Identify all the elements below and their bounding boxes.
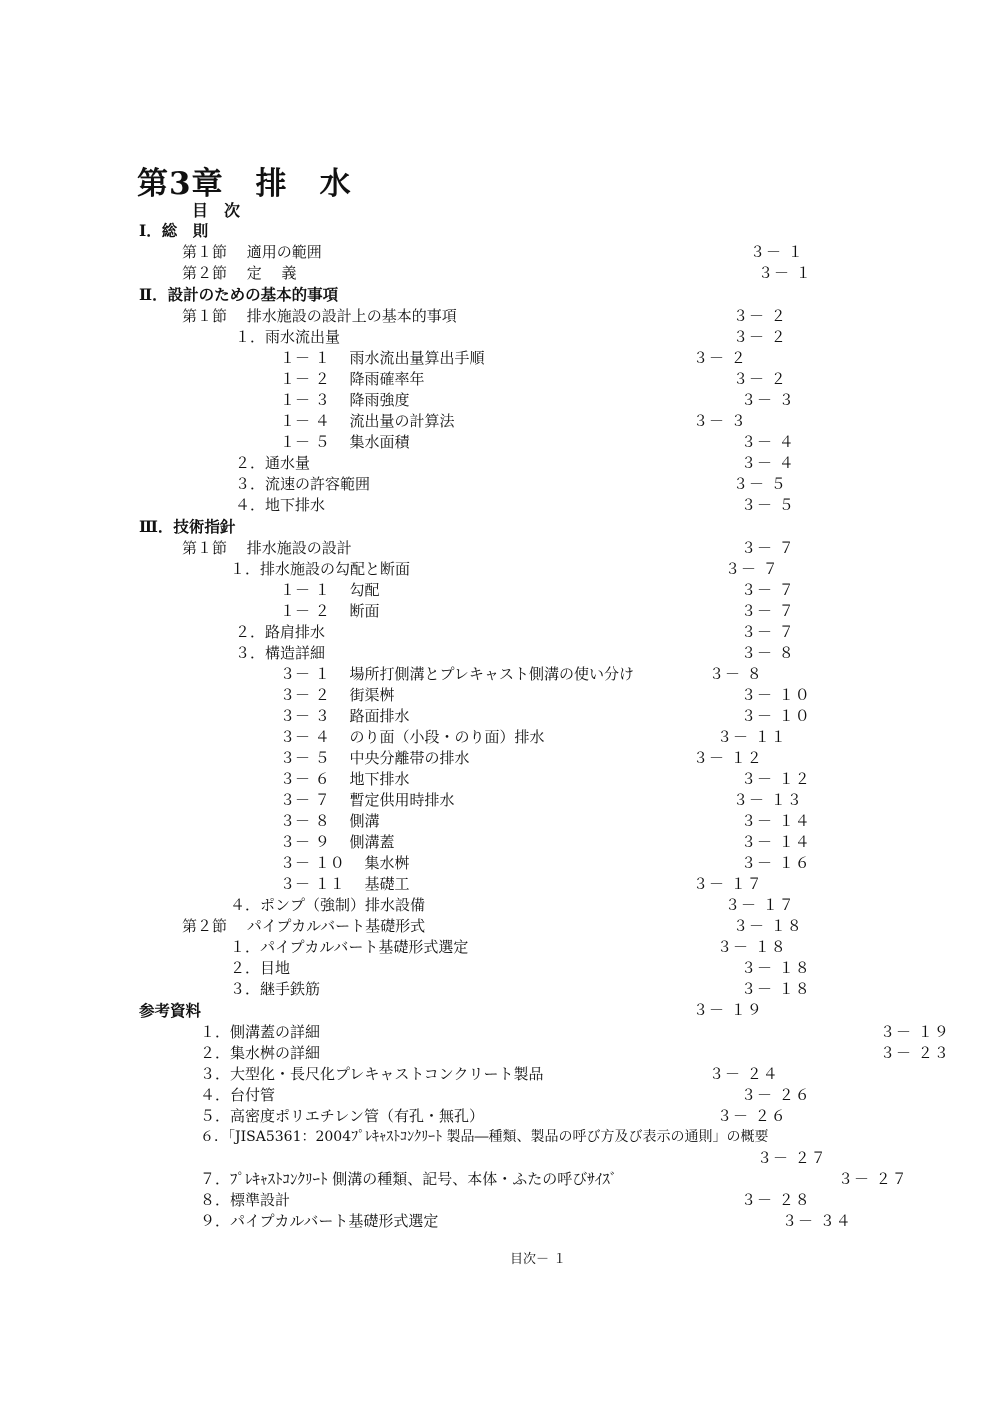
toc-entry-page: ３－ ４ — [741, 454, 795, 472]
toc-entry-label: ３－ １ 場所打側溝とプレキャスト側溝の使い分け — [280, 665, 634, 683]
toc-entry-label: １．雨水流出量 — [235, 328, 341, 346]
toc-entry-label: Ⅱ．設計のための基本的事項 — [139, 285, 339, 304]
toc-entry-label: ５．高密度ポリエチレン管（有孔・無孔） — [200, 1107, 485, 1125]
toc-entry-page: ３－ １８ — [741, 959, 811, 977]
toc-entry — [0, 1190, 992, 1211]
toc-entry-label: １－ ２ 断面 — [280, 602, 380, 620]
toc-entry-label: ２．目地 — [230, 959, 291, 977]
toc-entry — [0, 369, 992, 390]
toc-entry-label: ４．地下排水 — [235, 496, 326, 514]
toc-entry — [0, 453, 992, 474]
toc-entry-page: ３－ １２ — [741, 770, 811, 788]
toc-entry-label: １－ ３ 降雨強度 — [280, 391, 410, 409]
toc-entry-label: 参考資料 — [139, 1001, 202, 1020]
toc-entry — [0, 832, 992, 853]
chapter-title: 第3章 排 水 — [137, 166, 352, 202]
toc-entry-page: ３－ １９ — [693, 1001, 763, 1019]
toc-entry — [0, 580, 992, 601]
toc-entry-page: ３－ ４ — [741, 433, 795, 451]
toc-entry — [0, 811, 992, 832]
toc-entry — [0, 1064, 992, 1085]
toc-entry-label: ３－ ９ 側溝蓋 — [280, 833, 395, 851]
toc-entry-page: ３－ ７ — [741, 602, 795, 620]
toc-entry-page: ３－ ２６ — [717, 1107, 787, 1125]
toc-entry-page: ３－ ２７ — [757, 1149, 827, 1167]
toc-entry-page: ３－ １７ — [693, 875, 763, 893]
toc-entry-page: ３－ １８ — [717, 938, 787, 956]
toc-entry-label: ３－ ８ 側溝 — [280, 812, 380, 830]
toc-entry-page: ３－ ２ — [693, 349, 747, 367]
toc-entry — [0, 958, 992, 979]
toc-entry-label: １．排水施設の勾配と断面 — [230, 560, 411, 578]
toc-entry-page: ３－ ２３ — [880, 1044, 950, 1062]
toc-entry-label: １．パイプカルバート基礎形式選定 — [230, 938, 469, 956]
toc-entry-page: ３－ １０ — [741, 686, 811, 704]
toc-entry-label: Ⅰ．総 則 — [139, 221, 209, 240]
toc-entry — [0, 1127, 992, 1148]
toc-entry-page: ３－ １６ — [741, 854, 811, 872]
toc-entry-page: ３－ １２ — [693, 749, 763, 767]
toc-entry-page: ３－ １４ — [741, 812, 811, 830]
toc-entry-page: ３－ ３ — [741, 391, 795, 409]
toc-entry — [0, 937, 992, 958]
toc-entry — [0, 538, 992, 559]
toc-entry-page: ３－ １７ — [725, 896, 795, 914]
toc-entry — [0, 1043, 992, 1064]
toc-entry-label: ４．台付管 — [200, 1086, 276, 1104]
toc-entry-page: ３－ １８ — [733, 917, 803, 935]
toc-entry-page: ３－ ２ — [733, 307, 787, 325]
toc-entry-page: ３－ １３ — [733, 791, 803, 809]
toc-entry — [0, 727, 992, 748]
toc-entry — [0, 1148, 992, 1169]
toc-entry-page: ３－ ７ — [725, 560, 779, 578]
toc-entry — [0, 495, 992, 516]
toc-entry — [0, 474, 992, 495]
toc-entry-page: ３－ ７ — [741, 539, 795, 557]
toc-entry-page: ３－ ７ — [741, 623, 795, 641]
toc-entry — [0, 1169, 992, 1190]
toc-entry-label: ６．「JISA5361：2004ﾌﾟﾚｷｬｽﾄｺﾝｸﾘｰﾄ 製品―種類、製品の呼び方及び表示の通則」の概要 — [200, 1129, 769, 1145]
toc-entry-page: ３－ ８ — [741, 644, 795, 662]
toc-entry-label: 第１節 排水施設の設計 — [182, 539, 352, 557]
toc-entry-label: ３－ ４ のり面（小段・のり面）排水 — [280, 728, 545, 746]
toc-heading: 目 次 — [192, 201, 241, 220]
toc-entry — [0, 516, 992, 537]
toc-entry-label: ３．流速の許容範囲 — [235, 475, 371, 493]
toc-entry-label: ９．パイプカルバート基礎形式選定 — [200, 1212, 439, 1230]
toc-entry-page: ３－ １０ — [741, 707, 811, 725]
toc-entry-page: ３－ １４ — [741, 833, 811, 851]
toc-entry — [0, 916, 992, 937]
toc-entry-page: ３－ ２４ — [709, 1065, 779, 1083]
toc-entry — [0, 664, 992, 685]
toc-entry — [0, 284, 992, 305]
toc-entry — [0, 220, 992, 241]
toc-entry-label: ３－ ３ 路面排水 — [280, 707, 410, 725]
toc-entry — [0, 1211, 992, 1232]
toc-entry — [0, 1000, 992, 1021]
toc-entry-page: ３－ ３ — [693, 412, 747, 430]
toc-entry — [0, 748, 992, 769]
toc-entry-label: ３－ ５ 中央分離帯の排水 — [280, 749, 470, 767]
toc-entry — [0, 1022, 992, 1043]
toc-entry-label: ３．大型化・長尺化プレキャストコンクリート製品 — [200, 1065, 544, 1083]
toc-entry — [0, 769, 992, 790]
toc-entry-label: 第１節 排水施設の設計上の基本的事項 — [182, 307, 457, 325]
toc-entry — [0, 874, 992, 895]
toc-entry-page: ３－ ３４ — [782, 1212, 852, 1230]
toc-entry — [0, 432, 992, 453]
toc-entry-label: ２．通水量 — [235, 454, 311, 472]
toc-entry-label: ３－ ６ 地下排水 — [280, 770, 410, 788]
toc-entry-label: １－ ２ 降雨確率年 — [280, 370, 425, 388]
page-footer: 目次－ １ — [510, 1252, 567, 1267]
toc-entry — [0, 390, 992, 411]
toc-entry-page: ３－ ５ — [733, 475, 787, 493]
toc-entry-label: ３．継手鉄筋 — [230, 980, 321, 998]
toc-entry-page: ３－ １１ — [717, 728, 787, 746]
toc-entry — [0, 327, 992, 348]
toc-entry-label: 第２節 定 義 — [182, 264, 297, 282]
toc-entry-label: １－ １ 雨水流出量算出手順 — [280, 349, 485, 367]
toc-entry-page: ３－ ２８ — [741, 1191, 811, 1209]
toc-entry — [0, 306, 992, 327]
toc-entry — [0, 559, 992, 580]
toc-entry-label: ３－ ７ 暫定供用時排水 — [280, 791, 455, 809]
toc-entry-label: ３－ ２ 街渠桝 — [280, 686, 395, 704]
toc-entry — [0, 979, 992, 1000]
toc-entry-label: ４．ポンプ（強制）排水設備 — [230, 896, 426, 914]
toc-entry — [0, 790, 992, 811]
toc-entry — [0, 895, 992, 916]
toc-entry-label: ７．ﾌﾟﾚｷｬｽﾄｺﾝｸﾘｰﾄ 側溝の種類、記号、本体・ふたの呼びｻｲｽﾞ — [200, 1170, 618, 1188]
toc-entry-page: ３－ ８ — [709, 665, 763, 683]
toc-entry — [0, 1106, 992, 1127]
toc-entry — [0, 853, 992, 874]
toc-entry-label: 第１節 適用の範囲 — [182, 243, 322, 261]
toc-entry — [0, 1085, 992, 1106]
toc-entry — [0, 411, 992, 432]
toc-entry — [0, 685, 992, 706]
toc-entry-label: １－ ４ 流出量の計算法 — [280, 412, 455, 430]
toc-entry-label: ２．路肩排水 — [235, 623, 326, 641]
toc-entry-page: ３－ １ — [750, 243, 804, 261]
toc-entry-label: ２．集水桝の詳細 — [200, 1044, 321, 1062]
toc-entry-page: ３－ ２ — [733, 328, 787, 346]
toc-entry — [0, 242, 992, 263]
toc-entry-label: ３－ １０ 集水桝 — [280, 854, 410, 872]
toc-entry-label: Ⅲ．技術指針 — [139, 517, 236, 536]
toc-entry — [0, 622, 992, 643]
toc-entry-label: １．側溝蓋の詳細 — [200, 1023, 321, 1041]
toc-entry-label: １－ １ 勾配 — [280, 581, 380, 599]
toc-entry-page: ３－ ２７ — [838, 1170, 908, 1188]
toc-entry-page: ３－ ５ — [741, 496, 795, 514]
toc-entry — [0, 348, 992, 369]
toc-entry — [0, 706, 992, 727]
toc-entry — [0, 601, 992, 622]
toc-entry — [0, 643, 992, 664]
toc-entry-page: ３－ ２ — [733, 370, 787, 388]
toc-entry-page: ３－ ７ — [741, 581, 795, 599]
toc-entry-label: ３－ １１ 基礎工 — [280, 875, 410, 893]
toc-entry-page: ３－ １９ — [880, 1023, 950, 1041]
toc-entry-label: ３．構造詳細 — [235, 644, 326, 662]
toc-entry-label: １－ ５ 集水面積 — [280, 433, 410, 451]
toc-entry-page: ３－ ２６ — [741, 1086, 811, 1104]
toc-entry-label: 第２節 パイプカルバート基礎形式 — [182, 917, 426, 935]
toc-entry-label: ８．標準設計 — [200, 1191, 291, 1209]
toc-entry-page: ３－ １８ — [741, 980, 811, 998]
toc-entry-page: ３－ １ — [758, 264, 812, 282]
toc-entry — [0, 263, 992, 284]
